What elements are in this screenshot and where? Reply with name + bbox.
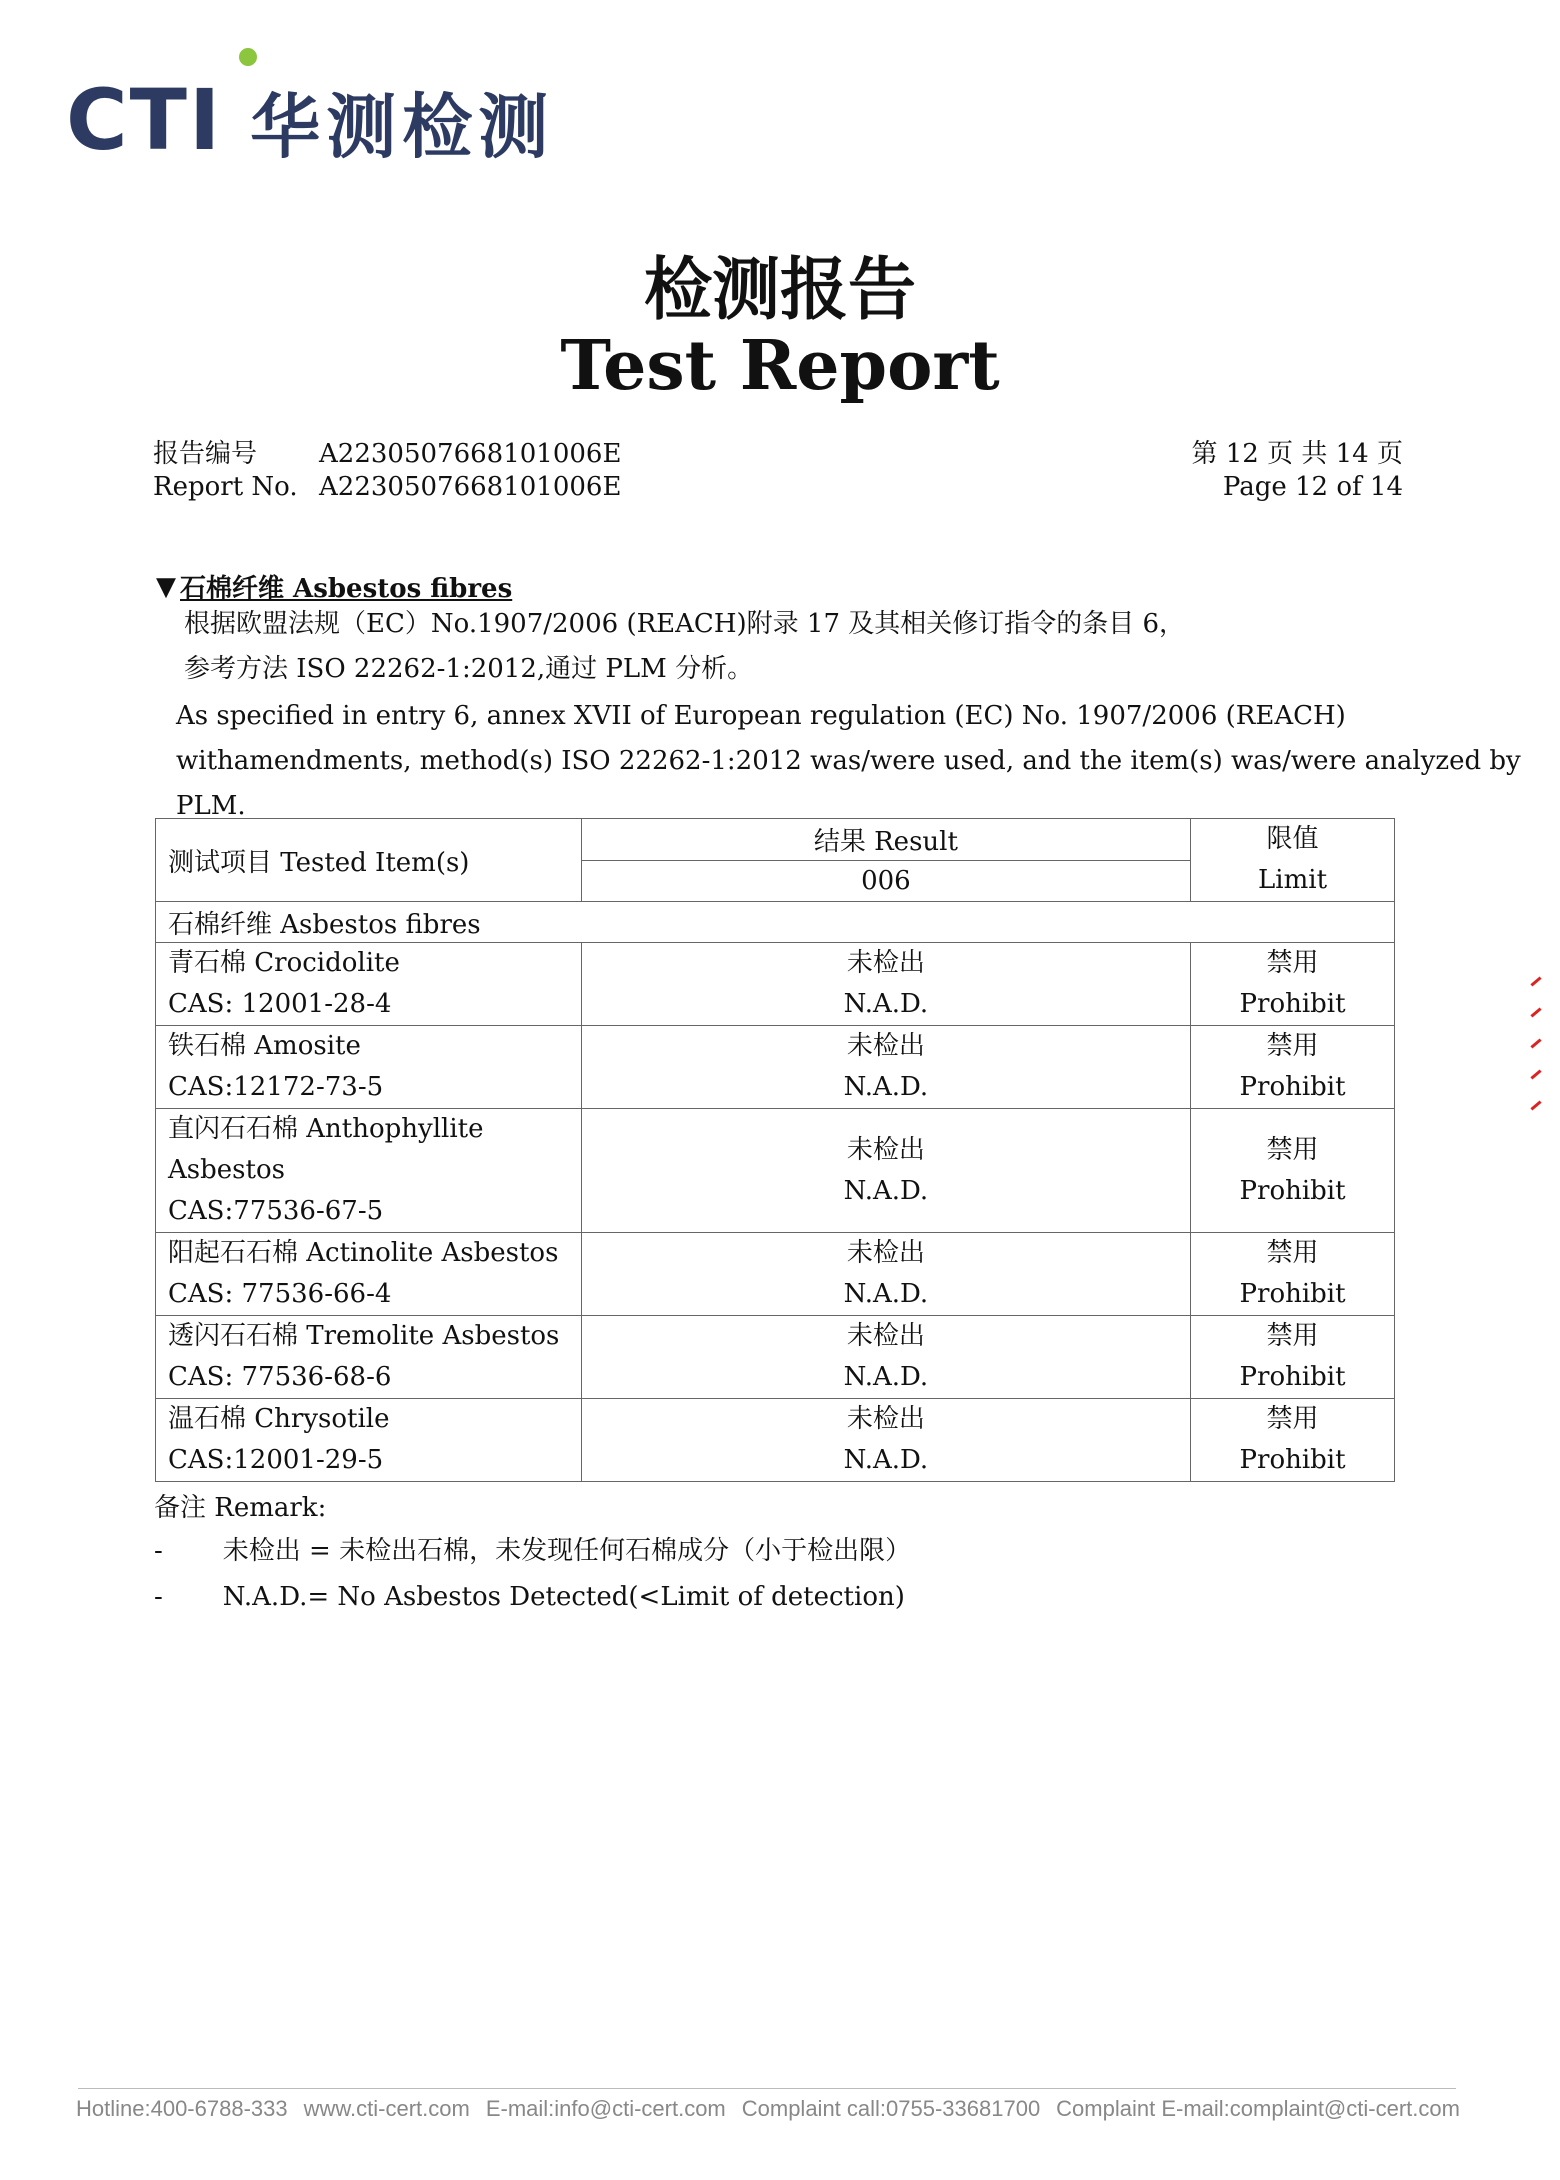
item-cell [156, 943, 582, 1026]
header-result: 结果 Result [581, 819, 1190, 861]
footer [76, 2096, 1460, 2122]
page-number-block [1192, 438, 1404, 504]
result-cell [581, 1026, 1190, 1109]
report-no-value-cn: A2230507668101006E [319, 439, 622, 469]
remark-line [154, 1574, 911, 1620]
item-name: 阳起石石棉 Actinolite Asbestos [168, 1238, 559, 1268]
header-tested-item: 测试项目 Tested Item(s) [156, 819, 582, 902]
result-cell [581, 943, 1190, 1026]
table-row [156, 1026, 1395, 1109]
item-name: 温石棉 Chrysotile [168, 1404, 390, 1434]
result-en: N.A.D. [843, 989, 929, 1019]
limit-cell [1191, 1109, 1395, 1233]
result-cn: 未检出 [846, 1321, 925, 1351]
item-cell [156, 1109, 582, 1233]
result-cn: 未检出 [846, 1404, 925, 1434]
table-header-row [156, 819, 1395, 861]
footer-complaint-call: Complaint call:0755-33681700 [741, 2096, 1041, 2121]
result-cell [581, 1316, 1190, 1399]
title-cn: 检测报告 [643, 250, 916, 330]
result-cn: 未检出 [846, 948, 925, 978]
item-cas: CAS: 77536-68-6 [168, 1362, 392, 1392]
limit-en: Prohibit [1239, 1175, 1346, 1206]
limit-cn: 禁用 [1266, 948, 1319, 978]
limit-en: Prohibit [1239, 1072, 1346, 1102]
company-logo [66, 52, 555, 169]
limit-cn: 禁用 [1266, 1238, 1319, 1268]
result-cn: 未检出 [846, 1134, 925, 1165]
item-cell [156, 1026, 582, 1109]
header-sample-id: 006 [581, 860, 1190, 902]
result-en: N.A.D. [843, 1175, 929, 1206]
header-limit-cn: 限值 [1266, 824, 1319, 854]
remark-bullet: - [154, 1536, 163, 1566]
result-en: N.A.D. [843, 1362, 929, 1392]
table-row [156, 1233, 1395, 1316]
method-description-en [176, 694, 1560, 829]
item-cell [156, 1233, 582, 1316]
method-cn-line1: 根据欧盟法规（EC）No.1907/2006 (REACH)附录 17 及其相关修订指令的条目 6， [184, 609, 1186, 639]
logo-brand: CTI [66, 71, 223, 169]
limit-cn: 禁用 [1266, 1321, 1319, 1351]
item-name: 铁石棉 Amosite [168, 1031, 361, 1061]
item-cas: CAS: 12001-28-4 [168, 989, 392, 1019]
header-limit [1191, 819, 1395, 902]
section-heading [156, 568, 512, 605]
section-heading-text: 石棉纤维 Asbestos fibres [180, 574, 513, 604]
result-cell [581, 1399, 1190, 1482]
table-group-row [156, 902, 1395, 943]
limit-en: Prohibit [1239, 989, 1346, 1019]
limit-cn: 禁用 [1266, 1404, 1319, 1434]
item-cell [156, 1316, 582, 1399]
result-cell [581, 1233, 1190, 1316]
report-number-block [153, 438, 621, 504]
item-name: 直闪石石棉 Anthophyllite Asbestos [168, 1114, 484, 1185]
item-cas: CAS:77536-67-5 [168, 1196, 384, 1226]
limit-cell [1191, 943, 1395, 1026]
remark-text: 未检出 = 未检出石棉，未发现任何石棉成分（小于检出限） [222, 1536, 912, 1566]
item-cell [156, 1399, 582, 1482]
limit-cell [1191, 1316, 1395, 1399]
result-cell [581, 1109, 1190, 1233]
item-cas: CAS:12172-73-5 [168, 1072, 384, 1102]
limit-cn: 禁用 [1266, 1031, 1319, 1061]
method-description-cn [184, 602, 1185, 692]
limit-en: Prohibit [1239, 1445, 1346, 1475]
table-row [156, 943, 1395, 1026]
report-no-value-en: A2230507668101006E [319, 472, 622, 502]
remark-bullet: - [154, 1582, 163, 1612]
method-en-line1: As specified in entry 6, annex XVII of European regulation (EC) No. 1907/2006 (REACH) [176, 701, 1346, 731]
report-no-label-en: Report No. [153, 472, 298, 502]
triangle-down-icon: ▼ [156, 571, 176, 602]
footer-website: www.cti-cert.com [303, 2096, 470, 2121]
results-table [155, 818, 1395, 1482]
header-limit-en: Limit [1258, 865, 1328, 895]
result-cn: 未检出 [846, 1238, 925, 1268]
limit-cn: 禁用 [1266, 1134, 1319, 1165]
limit-en: Prohibit [1239, 1279, 1346, 1309]
footer-email: E-mail:info@cti-cert.com [485, 2096, 726, 2121]
limit-cell [1191, 1026, 1395, 1109]
logo-dot-icon [239, 48, 257, 66]
footer-divider [78, 2088, 1456, 2089]
remark-title: 备注 Remark: [154, 1493, 327, 1523]
remark-line [154, 1528, 911, 1574]
table-row [156, 1316, 1395, 1399]
method-en-line2: withamendments, method(s) ISO 22262-1:2012 was/were used, and the item(s) was/were analyzed by PLM. [176, 746, 1521, 821]
footer-hotline: Hotline:400-6788-333 [76, 2096, 288, 2121]
result-cn: 未检出 [846, 1031, 925, 1061]
report-no-label-cn: 报告编号 [153, 439, 258, 469]
limit-en: Prohibit [1239, 1362, 1346, 1392]
footer-complaint-email: Complaint E-mail:complaint@cti-cert.com [1056, 2096, 1460, 2121]
item-name: 透闪石石棉 Tremolite Asbestos [168, 1321, 560, 1351]
logo-brand-cn: 华测检测 [250, 86, 555, 168]
remarks-block [154, 1488, 911, 1620]
result-en: N.A.D. [843, 1072, 929, 1102]
item-cas: CAS:12001-29-5 [168, 1445, 384, 1475]
page-number-en: Page 12 of 14 [1222, 472, 1403, 502]
result-en: N.A.D. [843, 1279, 929, 1309]
method-cn-line2: 参考方法 ISO 22262-1:2012,通过 PLM 分析。 [184, 654, 754, 684]
table-row [156, 1109, 1395, 1233]
limit-cell [1191, 1399, 1395, 1482]
item-cas: CAS: 77536-66-4 [168, 1279, 392, 1309]
page-number-cn: 第 12 页 共 14 页 [1191, 439, 1403, 469]
remark-text: N.A.D.= No Asbestos Detected(<Limit of detection) [222, 1582, 905, 1612]
table-row [156, 1399, 1395, 1482]
seal-stamp-edge [1530, 980, 1550, 1135]
result-en: N.A.D. [843, 1445, 929, 1475]
title-en: Test Report [560, 326, 1000, 406]
group-label: 石棉纤维 Asbestos fibres [156, 902, 1395, 943]
item-name: 青石棉 Crocidolite [168, 948, 400, 978]
limit-cell [1191, 1233, 1395, 1316]
